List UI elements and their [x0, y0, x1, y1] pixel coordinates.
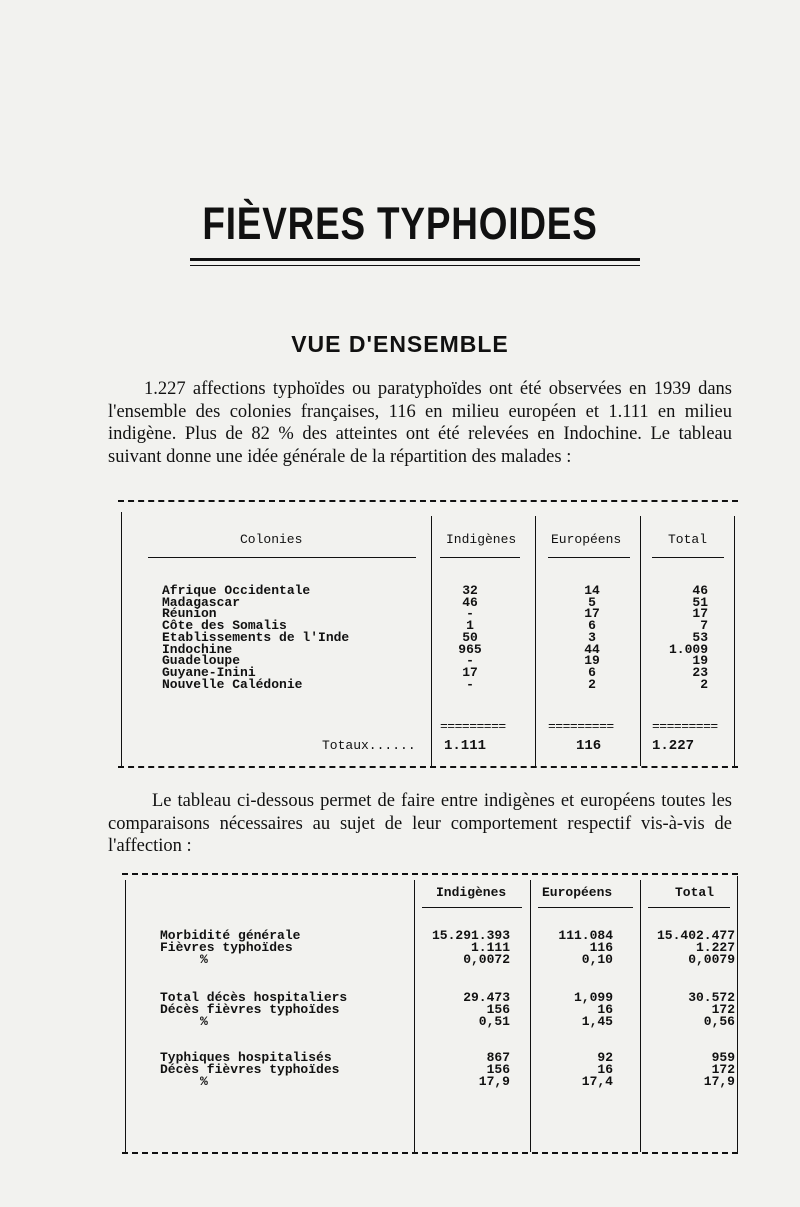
table1-cell-europeens: 6 — [588, 664, 596, 680]
table2-cell-total: 0,56 — [703, 1013, 735, 1029]
table2-row-label: Total décès hospitaliers — [160, 990, 348, 1005]
table2-cell-total: 0,0079 — [688, 951, 735, 967]
table1-cell-europeens: 44 — [584, 641, 600, 657]
table1-cell-total: 46 — [692, 583, 708, 598]
table2-cell-total: 30.572 — [688, 990, 735, 1005]
table1-header-underline — [652, 557, 724, 558]
table2-cell-europeens: 17,4 — [581, 1073, 613, 1089]
table1-header-underline — [148, 557, 416, 558]
table1-cell-europeens: 5 — [588, 594, 596, 610]
table1-cell-total: 2 — [700, 676, 708, 692]
table2-cell-europeens: 1,099 — [573, 990, 613, 1005]
table2-top-border — [122, 873, 738, 875]
table2-cell-europeens: 16 — [597, 1001, 613, 1017]
table1-cell-total: 19 — [692, 653, 708, 669]
table1-total-total: 1.227 — [652, 738, 695, 754]
table2-cell-indigenes: 15.291.393 — [431, 928, 510, 943]
table1-header-europeens: Européens — [551, 532, 622, 547]
table1-cell-total: 53 — [692, 629, 708, 645]
table1-cell-total: 17 — [692, 606, 708, 622]
table2-row-label: % — [200, 1013, 208, 1029]
table2-row-label: Typhiques hospitalisés — [160, 1050, 332, 1065]
table1-left-border — [121, 512, 122, 767]
table1-right-border — [734, 516, 735, 766]
table2-cell-europeens: 0,10 — [581, 951, 613, 967]
table1-cell-indigenes: 1 — [466, 618, 474, 634]
table1-total-separator: ========= — [440, 719, 506, 734]
table1-col-divider — [431, 516, 432, 766]
table2-cell-indigenes: 1.111 — [470, 939, 510, 955]
table2-cell-europeens: 16 — [597, 1061, 613, 1077]
table2-header-indigenes: Indigènes — [436, 885, 507, 900]
table1-colony-name: Côte des Somalis — [162, 618, 287, 634]
table1-colony-name: Afrique Occidentale — [162, 583, 311, 598]
title-rule-thin — [190, 265, 640, 266]
table2-cell-indigenes: 156 — [486, 1061, 510, 1077]
table2-row-label: % — [200, 951, 208, 967]
table1-cell-total: 23 — [692, 664, 708, 680]
table2-cell-total: 172 — [711, 1001, 735, 1017]
table1-colony-name: Guyane-Inini — [162, 664, 256, 680]
table2-bottom-border — [122, 1152, 738, 1154]
table2-cell-europeens: 111.084 — [558, 928, 613, 943]
table1-col-divider — [640, 516, 641, 766]
table1-cell-europeens: 19 — [584, 653, 600, 669]
table1-cell-total: 7 — [700, 618, 708, 634]
table2-row-label: Décès fièvres typhoïdes — [160, 1001, 340, 1017]
table2-cell-europeens: 116 — [589, 939, 613, 955]
table1-cell-indigenes: 965 — [458, 641, 482, 657]
table1-colony-name: Réunion — [162, 606, 217, 622]
table1-total-separator: ========= — [548, 719, 614, 734]
table1-total-separator: ========= — [652, 719, 718, 734]
intro-paragraph: 1.227 affections typhoïdes ou paratyphoïdes ont été observées en 1939 dans l'ensemble des colonies françaises, 116 en milieu européen et 1.111 en milieu indigène. Plus de 82 % des atteintes ont été relevées en Indochine. Le tableau suivant donne une idée générale de la répartition des malades : — [108, 379, 732, 467]
table1-total-indigenes: 1.111 — [444, 738, 487, 754]
table1-header-total: Total — [668, 532, 708, 547]
table2-cell-europeens: 92 — [597, 1050, 613, 1065]
table2-cell-indigenes: 0,51 — [478, 1013, 510, 1029]
table2-cell-total: 17,9 — [703, 1073, 735, 1089]
table1-cell-total: 1.009 — [668, 641, 708, 657]
comparison-paragraph: Le tableau ci-dessous permet de faire entre indigènes et européens toutes les comparaisons nécessaires au sujet de leur comportement respectif vis-à-vis de l'affection : — [108, 791, 732, 856]
table1-cell-indigenes: 32 — [462, 583, 478, 598]
table2-right-border — [737, 876, 738, 1152]
table1-totals-label: Totaux...... — [322, 738, 416, 753]
table1-cell-indigenes: - — [466, 606, 474, 622]
table1-cell-europeens: 3 — [588, 629, 596, 645]
table2-col-divider — [414, 880, 415, 1152]
table1-top-border — [118, 500, 738, 502]
table2-row-label: Décès fièvres typhoïdes — [160, 1061, 340, 1077]
table2-cell-indigenes: 0,0072 — [463, 951, 510, 967]
table1-cell-indigenes: - — [466, 653, 474, 669]
table1-colony-name: Madagascar — [162, 594, 241, 610]
table2-cell-indigenes: 156 — [486, 1001, 510, 1017]
table2-header-total: Total — [675, 885, 715, 900]
table2-cell-indigenes: 29.473 — [463, 990, 510, 1005]
table2-row-label: Morbidité générale — [160, 928, 301, 943]
table2-left-border — [125, 880, 126, 1152]
table1-cell-europeens: 17 — [584, 606, 600, 622]
table1-cell-indigenes: 17 — [462, 664, 478, 680]
table1-colony-name: Etablissements de l'Inde — [162, 629, 350, 645]
table1-header-underline — [440, 557, 520, 558]
table1-colony-name: Nouvelle Calédonie — [162, 676, 303, 692]
table1-colony-name: Guadeloupe — [162, 653, 241, 669]
table2-header-europeens: Européens — [542, 885, 613, 900]
section-subtitle: VUE D'ENSEMBLE — [291, 331, 509, 357]
title-rule-thick — [190, 258, 640, 261]
table2-cell-total: 15.402.477 — [656, 928, 735, 943]
table2-header-underline — [648, 907, 730, 908]
table2-header-underline — [538, 907, 633, 908]
table1-cell-indigenes: 50 — [462, 629, 478, 645]
table1-cell-indigenes: - — [466, 676, 474, 692]
page-title: FIÈVRES TYPHOIDES — [202, 198, 598, 249]
table1-cell-europeens: 14 — [584, 583, 600, 598]
table1-header-indigenes: Indigènes — [446, 532, 517, 547]
table1-colony-name: Indochine — [162, 641, 233, 657]
table1-cell-indigenes: 46 — [462, 594, 478, 610]
table2-row-label: Fièvres typhoïdes — [160, 939, 293, 955]
table2-cell-indigenes: 867 — [486, 1050, 510, 1065]
table1-total-europeens: 116 — [576, 738, 602, 754]
table1-bottom-border — [118, 766, 738, 768]
table1-cell-europeens: 2 — [588, 676, 596, 692]
table2-cell-total: 1.227 — [695, 939, 735, 955]
table1-header-colonies: Colonies — [240, 532, 303, 547]
table1-cell-total: 51 — [692, 594, 708, 610]
table1-cell-europeens: 6 — [588, 618, 596, 634]
table2-header-underline — [422, 907, 522, 908]
table2-row-label: % — [200, 1073, 208, 1089]
table1-col-divider — [535, 516, 536, 766]
table2-col-divider — [530, 880, 531, 1152]
table1-header-underline — [548, 557, 630, 558]
table2-cell-total: 172 — [711, 1061, 735, 1077]
table2-cell-indigenes: 17,9 — [478, 1073, 510, 1089]
table2-cell-total: 959 — [711, 1050, 735, 1065]
table2-cell-europeens: 1,45 — [581, 1013, 613, 1029]
